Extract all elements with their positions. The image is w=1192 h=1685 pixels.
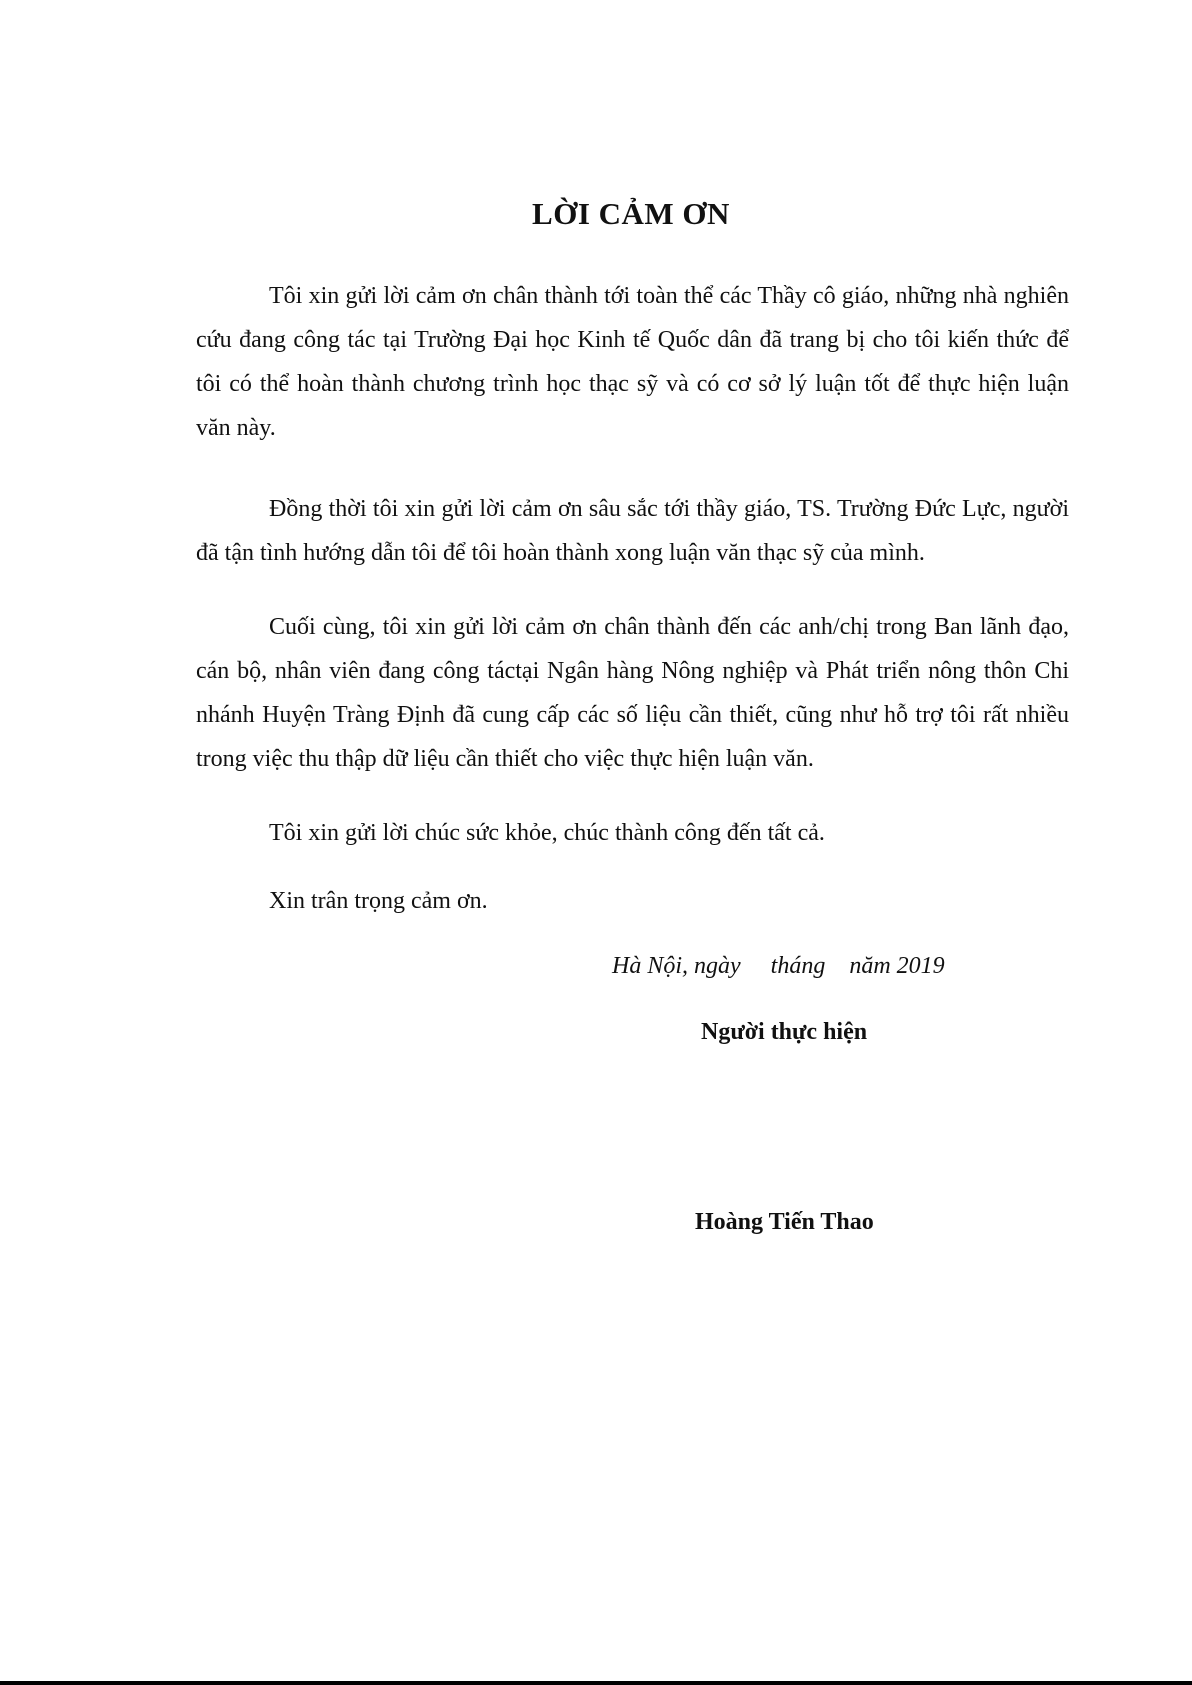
signer-name: Hoàng Tiến Thao	[695, 1209, 874, 1235]
paragraph-wishes: Tôi xin gửi lời chúc sức khỏe, chúc thành công đến tất cả.	[269, 820, 825, 846]
signer-label: Người thực hiện	[701, 1019, 868, 1045]
page-title: LỜI CẢM ƠN	[532, 196, 730, 231]
paragraph-thanks-bank-staff: Cuối cùng, tôi xin gửi lời cảm ơn chân thành đến các anh/chị trong Ban lãnh đạo, cán bộ, nhân viên đang công táctại Ngân hàng Nông nghiệp và Phát triển nông thôn Chi nhánh Huyện Tràng Định đã cung cấp các số liệu cần thiết, cũng như hỗ trợ tôi rất nhiều trong việc thu thập dữ liệu cần thiết cho việc thực hiện luận văn.	[196, 614, 1069, 772]
bottom-border-line	[0, 1681, 1192, 1685]
paragraph-thanks-teachers: Tôi xin gửi lời cảm ơn chân thành tới toàn thể các Thầy cô giáo, những nhà nghiên cứu đang công tác tại Trường Đại học Kinh tế Quốc dân đã trang bị cho tôi kiến thức để tôi có thể hoàn thành chương trình học thạc sỹ và có cơ sở lý luận tốt để thực hiện luận văn này.	[196, 283, 1069, 441]
paragraph-closing: Xin trân trọng cảm ơn.	[269, 888, 488, 914]
paragraph-thanks-advisor: Đồng thời tôi xin gửi lời cảm ơn sâu sắc tới thầy giáo, TS. Trường Đức Lực, người đã tận tình hướng dẫn tôi để tôi hoàn thành xong luận văn thạc sỹ của mình.	[196, 496, 1069, 566]
place-date-line: Hà Nội, ngày tháng năm 2019	[612, 953, 945, 979]
